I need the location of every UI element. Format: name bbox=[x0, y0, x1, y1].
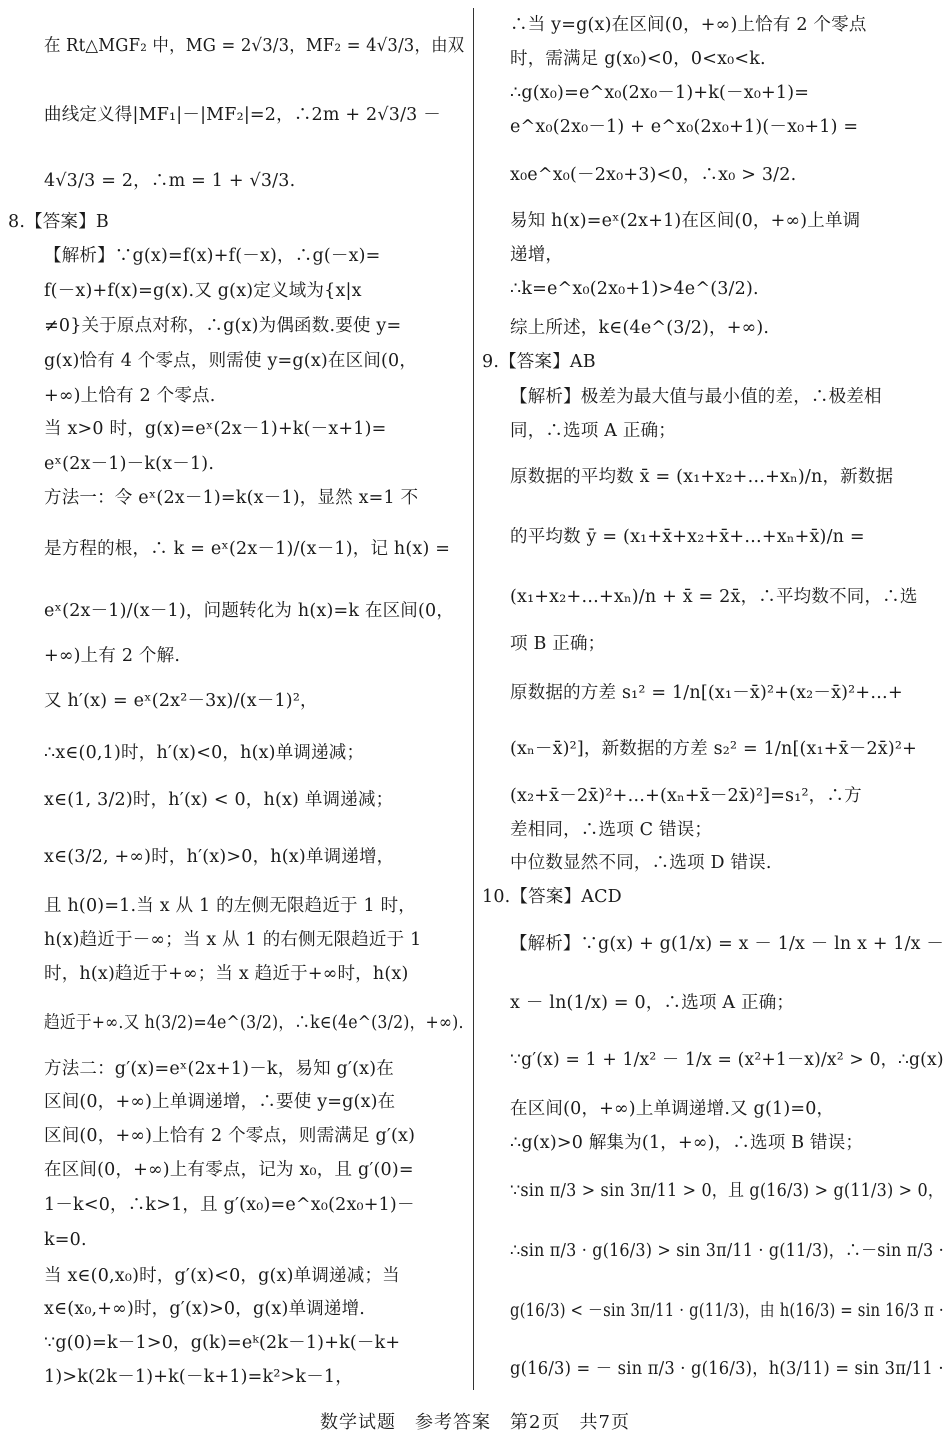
text-line: +∞)上恰有 2 个零点. bbox=[44, 386, 216, 406]
text-line: 【解析】∵g(x)=f(x)+f(－x)，∴g(－x)= bbox=[44, 246, 381, 266]
text-line: 差相同，∴选项 C 错误； bbox=[510, 820, 713, 840]
text-line: eˣ(2x－1)/(x－1)，问题转化为 h(x)=k 在区间(0， bbox=[44, 601, 455, 621]
text-line: 在区间(0，+∞)上单调递增.又 g(1)=0， bbox=[510, 1099, 835, 1119]
text-line: 递增， bbox=[510, 245, 564, 265]
text-line: (x₂+x̄－2x̄)²+…+(xₙ+x̄－2x̄)²]=s₁²，∴方 bbox=[510, 786, 862, 806]
text-line: 方法二：g′(x)=eˣ(2x+1)－k，易知 g′(x)在 bbox=[44, 1059, 394, 1079]
text-line: g(16/3) = － sin π/3 · g(16/3)，h(3/11) = sin 3π/11 · bbox=[510, 1359, 944, 1379]
text-line: 且 h(0)=1.当 x 从 1 的左侧无限趋近于 1 时， bbox=[44, 896, 416, 916]
text-line: g(16/3) < －sin 3π/11 · g(11/3)，由 h(16/3) = sin 16/3 π · bbox=[510, 1301, 944, 1321]
text-line: 区间(0，+∞)上恰有 2 个零点，则需满足 g′(x) bbox=[44, 1126, 416, 1146]
text-line: eˣ(2x－1)－k(x－1). bbox=[44, 454, 215, 474]
text-line: e^x₀(2x₀－1) + e^x₀(2x₀+1)(－x₀+1) = bbox=[510, 117, 859, 137]
text-line: 4√3/3 = 2，∴m = 1 + √3/3. bbox=[44, 171, 296, 191]
text-line: 在区间(0，+∞)上有零点，记为 x₀，且 g′(0)= bbox=[44, 1160, 414, 1180]
text-line: ∴sin π/3 · g(16/3) > sin 3π/11 · g(11/3)，∴－sin π/3 · bbox=[510, 1241, 944, 1261]
text-line: k=0. bbox=[44, 1230, 87, 1250]
answer-heading: 8.【答案】B bbox=[8, 212, 109, 232]
text-line: ∵g(0)=k－1>0，g(k)=eᵏ(2k－1)+k(－k+ bbox=[44, 1333, 401, 1353]
text-line: 在 Rt△MGF₂ 中，MG = 2√3/3，MF₂ = 4√3/3，由双 bbox=[44, 36, 465, 56]
text-line: 是方程的根，∴ k = eˣ(2x－1)/(x－1)，记 h(x) = bbox=[44, 539, 451, 559]
text-line: x∈(3/2, +∞)时，h′(x)>0，h(x)单调递增， bbox=[44, 847, 395, 867]
text-line: 区间(0，+∞)上单调递增，∴要使 y=g(x)在 bbox=[44, 1092, 396, 1112]
text-line: 1)>k(2k－1)+k(－k+1)=k²>k－1， bbox=[44, 1367, 353, 1387]
text-line: 1－k<0，∴k>1，且 g′(x₀)=e^x₀(2x₀+1)－ bbox=[44, 1195, 415, 1215]
text-line: (xₙ－x̄)²]，新数据的方差 s₂² = 1/n[(x₁+x̄－2x̄)²+ bbox=[510, 739, 917, 759]
text-line: h(x)趋近于－∞；当 x 从 1 的右侧无限趋近于 1 bbox=[44, 930, 422, 950]
text-line: 原数据的方差 s₁² = 1/n[(x₁－x̄)²+(x₂－x̄)²+…+ bbox=[510, 683, 903, 703]
text-line: 【解析】极差为最大值与最小值的差，∴极差相 bbox=[510, 387, 882, 407]
text-line: 当 x>0 时，g(x)=eˣ(2x－1)+k(－x+1)= bbox=[44, 419, 387, 439]
text-line: 时，需满足 g(x₀)<0，0<x₀<k. bbox=[510, 49, 766, 69]
text-line: x∈(x₀,+∞)时，g′(x)>0，g(x)单调递增. bbox=[44, 1299, 366, 1319]
text-line: 又 h′(x) = eˣ(2x²－3x)/(x－1)²， bbox=[44, 691, 318, 711]
text-line: 综上所述，k∈(4e^(3/2)，+∞). bbox=[510, 318, 770, 338]
text-line: 易知 h(x)=eˣ(2x+1)在区间(0，+∞)上单调 bbox=[510, 211, 861, 231]
text-line: ∴g(x₀)=e^x₀(2x₀－1)+k(－x₀+1)= bbox=[510, 83, 810, 103]
text-line: ∴x∈(0,1)时，h′(x)<0，h(x)单调递减； bbox=[44, 743, 365, 763]
text-line: +∞)上有 2 个解. bbox=[44, 646, 181, 666]
text-line: x∈(1, 3/2)时，h′(x) < 0，h(x) 单调递减； bbox=[44, 790, 394, 810]
answer-heading: 10.【答案】ACD bbox=[482, 887, 622, 907]
text-line: 当 x∈(0,x₀)时，g′(x)<0，g(x)单调递减；当 bbox=[44, 1266, 400, 1286]
text-line: 方法一：令 eˣ(2x－1)=k(x－1)，显然 x=1 不 bbox=[44, 488, 419, 508]
text-line: 时，h(x)趋近于+∞；当 x 趋近于+∞时，h(x) bbox=[44, 964, 409, 984]
text-line: x － ln(1/x) = 0，∴选项 A 正确； bbox=[510, 993, 795, 1013]
text-line: 【解析】∵g(x) + g(1/x) = x － 1/x － ln x + 1/x － bbox=[510, 934, 945, 954]
text-line: x₀e^x₀(－2x₀+3)<0，∴x₀ > 3/2. bbox=[510, 165, 797, 185]
text-line: ∵g′(x) = 1 + 1/x² － 1/x = (x²+1－x)/x² > 0，∴g(x) bbox=[510, 1050, 944, 1070]
text-line: ≠0}关于原点对称，∴g(x)为偶函数.要使 y= bbox=[44, 316, 402, 336]
text-line: 同，∴选项 A 正确； bbox=[510, 421, 676, 441]
text-line: f(－x)+f(x)=g(x).又 g(x)定义域为{x|x bbox=[44, 281, 362, 301]
text-line: 中位数显然不同，∴选项 D 错误. bbox=[510, 853, 772, 873]
text-line: ∴k=e^x₀(2x₀+1)>4e^(3/2). bbox=[510, 279, 759, 299]
answer-heading: 9.【答案】AB bbox=[482, 352, 596, 372]
text-line: ∴g(x)>0 解集为(1，+∞)，∴选项 B 错误； bbox=[510, 1133, 864, 1153]
column-divider bbox=[473, 8, 474, 1390]
page-footer: 数学试题 参考答案 第2页 共7页 bbox=[320, 1412, 630, 1433]
text-line: ∴当 y=g(x)在区间(0，+∞)上恰有 2 个零点 bbox=[510, 15, 867, 35]
text-line: 趋近于+∞.又 h(3/2)=4e^(3/2)，∴k∈(4e^(3/2)，+∞). bbox=[44, 1013, 464, 1033]
text-line: g(x)恰有 4 个零点，则需使 y=g(x)在区间(0， bbox=[44, 351, 418, 371]
text-line: 项 B 正确； bbox=[510, 634, 606, 654]
text-line: 原数据的平均数 x̄ = (x₁+x₂+…+xₙ)/n，新数据 bbox=[510, 467, 894, 487]
text-line: ∵sin π/3 > sin 3π/11 > 0，且 g(16/3) > g(11/3) > 0， bbox=[510, 1181, 945, 1201]
text-line: 曲线定义得|MF₁|－|MF₂|=2，∴2m + 2√3/3 － bbox=[44, 105, 441, 125]
text-line: (x₁+x₂+…+xₙ)/n + x̄ = 2x̄，∴平均数不同，∴选 bbox=[510, 587, 918, 607]
text-line: 的平均数 ȳ = (x₁+x̄+x₂+x̄+…+xₙ+x̄)/n = bbox=[510, 527, 865, 547]
